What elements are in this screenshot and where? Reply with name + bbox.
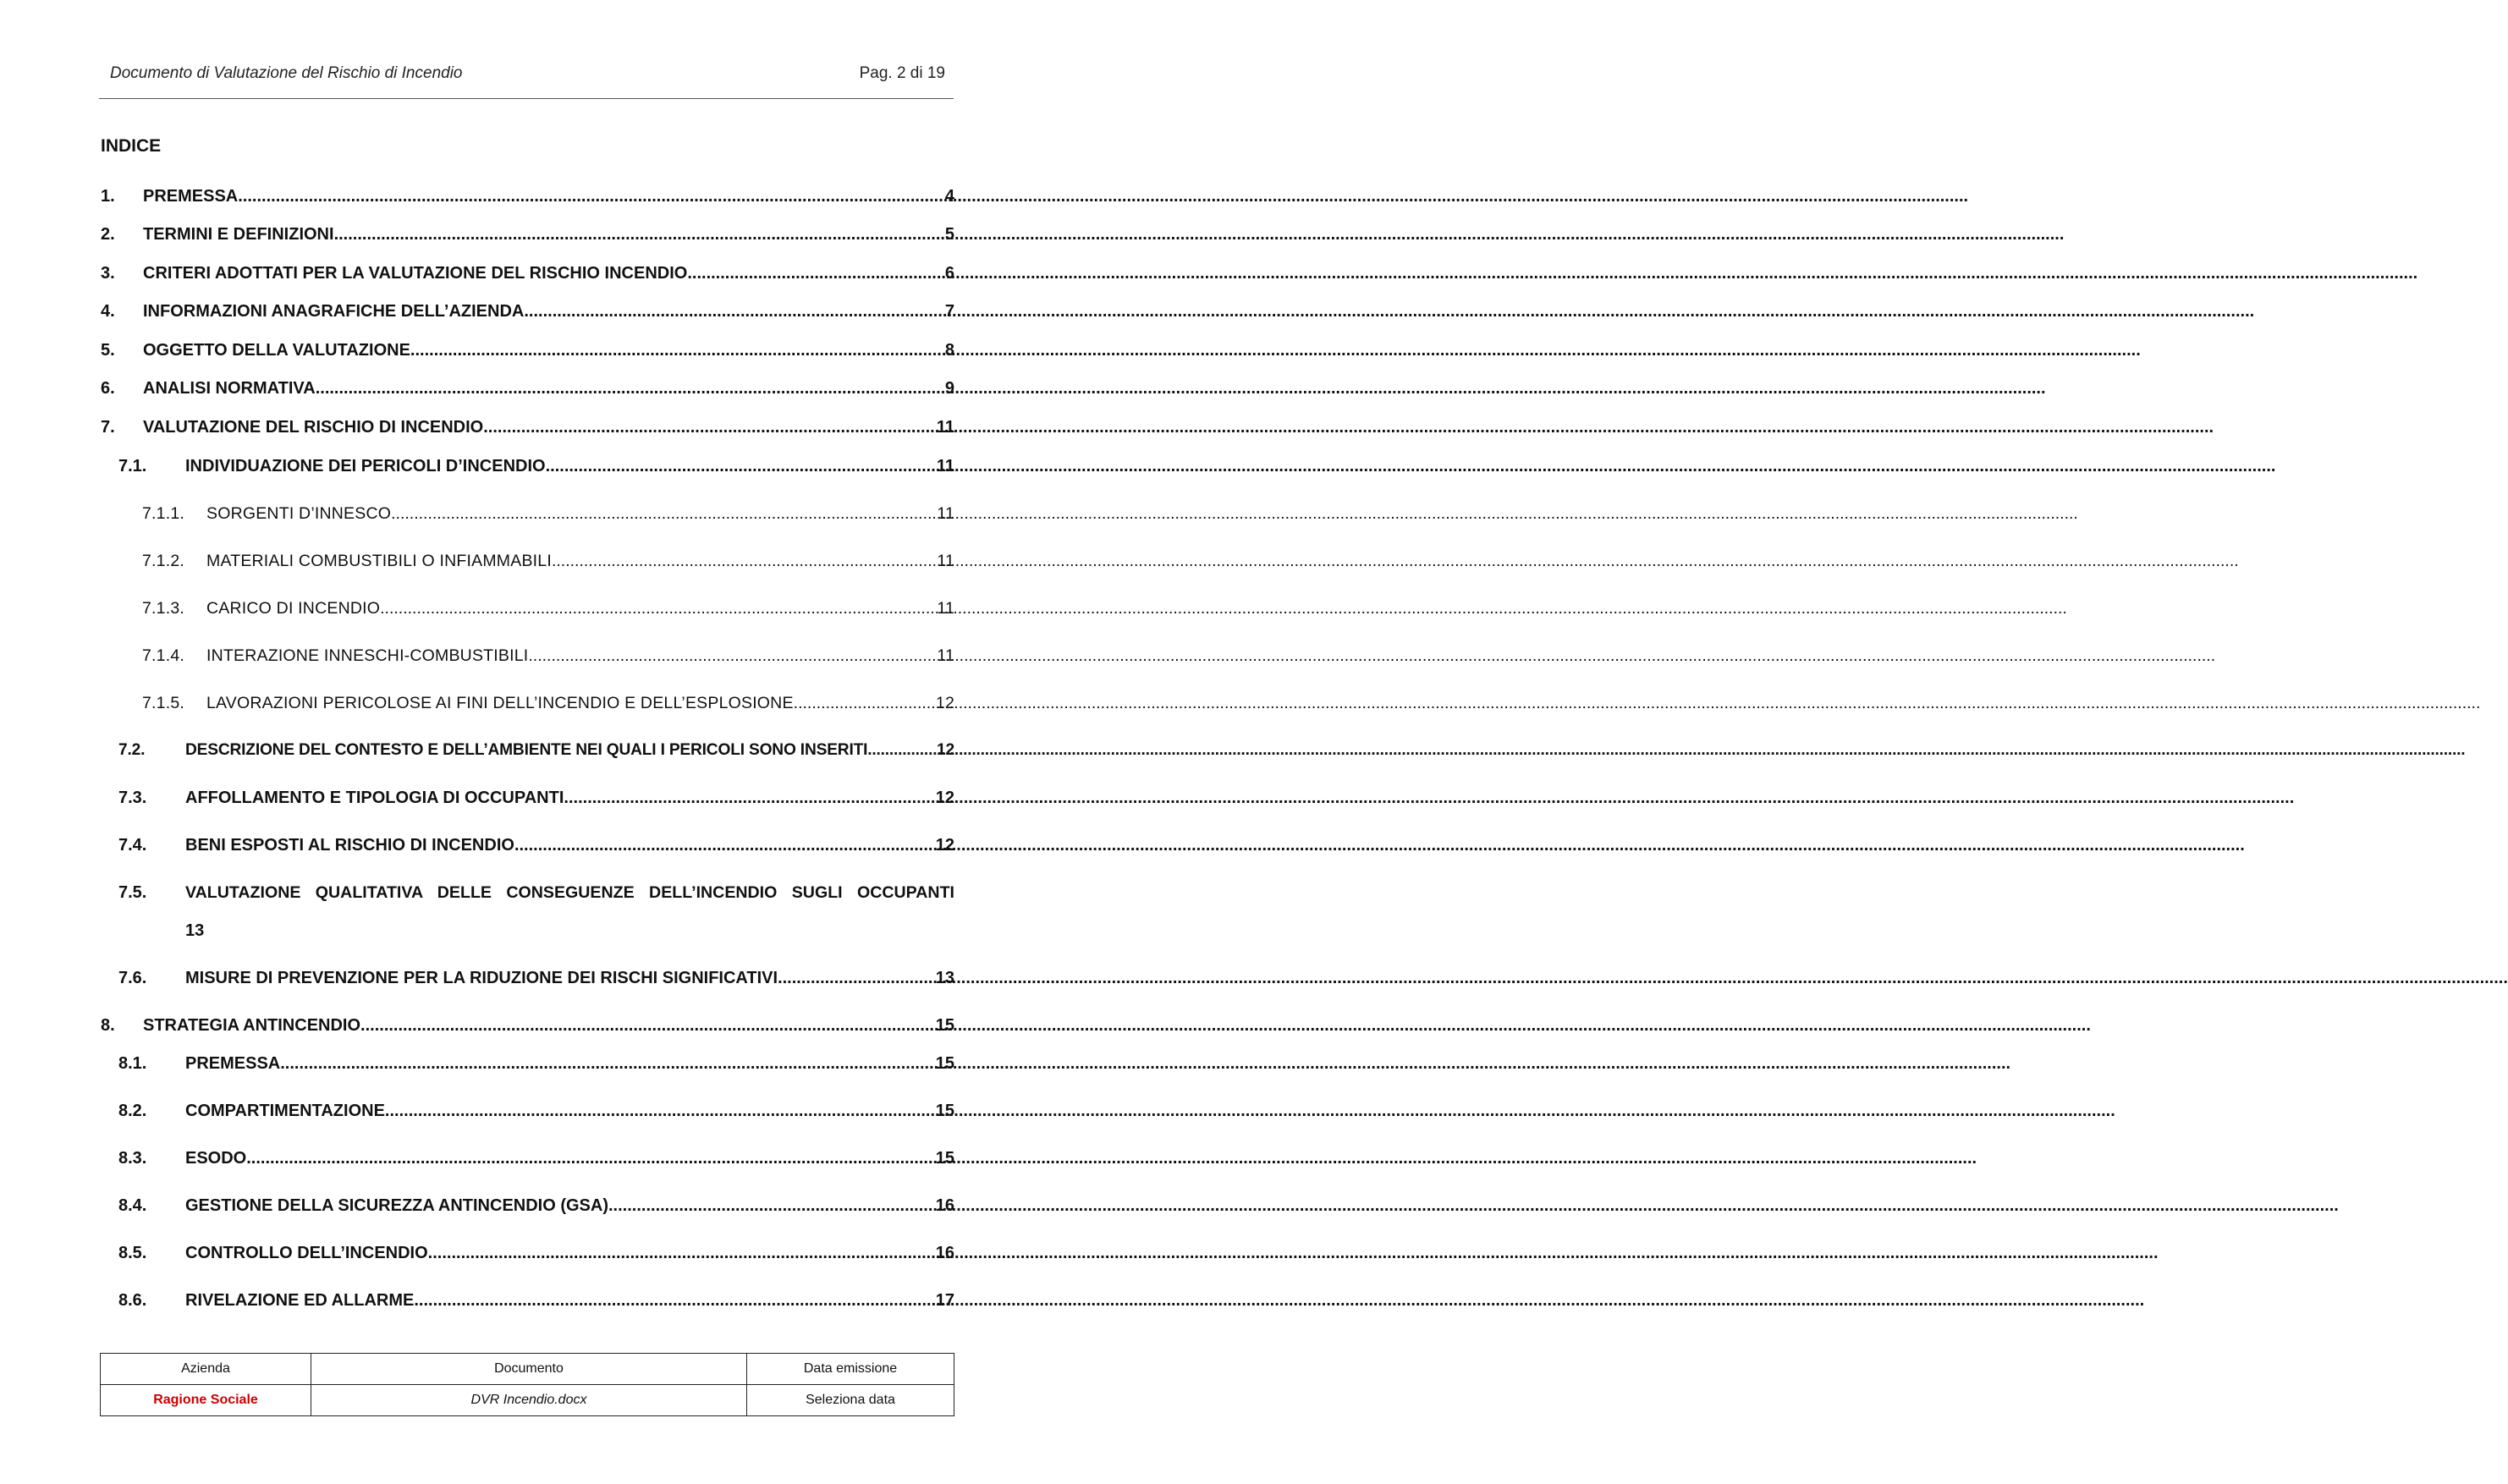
toc-entry[interactable] xyxy=(101,379,954,403)
toc-leader-dots xyxy=(524,302,945,322)
toc-entry-title: DESCRIZIONE DEL CONTESTO E DELL’AMBIENTE NEI QUALI I PERICOLI SONO INSERITI xyxy=(185,741,868,759)
toc-entry-title: INFORMAZIONI ANAGRAFICHE DELL’AZIENDA xyxy=(143,302,525,321)
toc-entry-number: 7.3. xyxy=(118,789,147,807)
toc-heading: INDICE xyxy=(101,136,162,156)
header-page-number: Pag. 2 di 19 xyxy=(859,64,945,82)
toc-entry-number: 3. xyxy=(101,264,115,283)
page-header xyxy=(99,59,954,99)
toc-entry-number: 7. xyxy=(101,418,115,437)
toc-entry-title: OGGETTO DELLA VALUTAZIONE xyxy=(143,341,410,360)
toc-entry-page: 12 xyxy=(935,836,954,855)
toc-entry-page: 16 xyxy=(935,1196,954,1215)
toc-entry[interactable] xyxy=(118,1244,954,1267)
toc-leader-dots xyxy=(385,1102,936,1121)
toc-entry-page: 11 xyxy=(937,599,954,618)
toc-entry-number: 1. xyxy=(101,187,115,206)
toc-entry-page: 15 xyxy=(935,1149,954,1168)
toc-entry-title: TERMINI E DEFINIZIONI xyxy=(143,225,334,244)
toc-entry[interactable] xyxy=(101,225,954,249)
toc-entry[interactable] xyxy=(142,599,954,623)
toc-entry-page: 11 xyxy=(937,504,954,523)
toc-leader-dots xyxy=(280,1054,936,1074)
toc-entry-page: 12 xyxy=(935,694,954,712)
toc-entry-number: 8.3. xyxy=(118,1149,147,1168)
toc-leader-dots xyxy=(410,341,945,360)
toc-entry-number: 5. xyxy=(101,341,115,360)
toc-leader-dots xyxy=(246,1149,936,1168)
toc-entry-page: 17 xyxy=(935,1291,954,1310)
toc-entry[interactable] xyxy=(101,264,954,288)
toc-entry-title: MISURE DI PREVENZIONE PER LA RIDUZIONE DEI RISCHI SIGNIFICATIVI xyxy=(185,969,778,987)
toc-entry-page: 6 xyxy=(944,264,954,283)
toc-entry-page: 7 xyxy=(944,302,954,321)
toc-entry-number: 8.2. xyxy=(118,1102,147,1120)
toc-entry-number: 7.1.1. xyxy=(142,504,184,523)
footer-date-value[interactable]: Seleziona data xyxy=(747,1385,954,1416)
toc-leader-dots xyxy=(414,1291,935,1311)
toc-entry[interactable] xyxy=(101,1016,954,1040)
toc-entry-page: 12 xyxy=(937,741,954,759)
toc-leader-dots xyxy=(867,741,937,760)
footer-document-value: DVR Incendio.docx xyxy=(311,1385,747,1416)
toc-entry-page: 12 xyxy=(935,789,954,807)
toc-entry[interactable] xyxy=(118,1149,954,1173)
toc-entry-title: ANALISI NORMATIVA xyxy=(143,379,316,398)
toc-leader-dots xyxy=(360,1016,936,1036)
toc-entry-title: SORGENTI D’INNESCO xyxy=(206,504,392,523)
toc-entry[interactable] xyxy=(142,694,954,717)
toc-entry-number: 7.6. xyxy=(118,969,147,987)
toc-entry-number: 7.4. xyxy=(118,836,147,855)
toc-leader-dots xyxy=(528,646,937,666)
toc-entry-title: VALUTAZIONE DEL RISCHIO DI INCENDIO xyxy=(143,418,484,437)
toc-entry-title: AFFOLLAMENTO E TIPOLOGIA DI OCCUPANTI xyxy=(185,789,564,807)
toc-entry[interactable] xyxy=(118,741,954,765)
toc-entry-number: 7.1. xyxy=(118,457,147,475)
toc-entry-title: INDIVIDUAZIONE DEI PERICOLI D’INCENDIO xyxy=(185,457,546,475)
toc-entry[interactable] xyxy=(118,1102,954,1125)
toc-leader-dots xyxy=(428,1244,936,1263)
toc-leader-dots xyxy=(391,504,937,524)
toc-leader-dots xyxy=(778,969,936,988)
toc-entry-number: 7.1.4. xyxy=(142,646,184,665)
toc-entry-title: GESTIONE DELLA SICUREZZA ANTINCENDIO (GSA) xyxy=(185,1196,608,1215)
toc-entry-title: CONTROLLO DELL’INCENDIO xyxy=(185,1244,428,1262)
toc-entry[interactable] xyxy=(118,457,954,481)
toc-entry[interactable] xyxy=(142,504,954,528)
toc-entry-page: 15 xyxy=(935,1016,954,1035)
toc-leader-dots xyxy=(316,379,945,398)
toc-entry[interactable] xyxy=(118,789,954,812)
toc-entry-page: 8 xyxy=(944,341,954,360)
toc-leader-dots xyxy=(483,418,937,437)
toc-leader-dots xyxy=(546,457,937,476)
toc-entry-number: 7.1.3. xyxy=(142,599,184,618)
toc-entry-title: CRITERI ADOTTATI PER LA VALUTAZIONE DEL RISCHIO INCENDIO xyxy=(143,264,688,283)
toc-entry-number: 4. xyxy=(101,302,115,321)
toc-entry[interactable] xyxy=(118,836,954,860)
toc-entry-page: 13 xyxy=(185,921,205,940)
toc-entry-page: 11 xyxy=(937,552,954,570)
toc-entry-page: 16 xyxy=(935,1244,954,1262)
footer-date-label: Data emissione xyxy=(747,1354,954,1385)
toc-leader-dots xyxy=(608,1196,936,1216)
toc-entry[interactable] xyxy=(118,1054,954,1078)
toc-entry-title: STRATEGIA ANTINCENDIO xyxy=(143,1016,361,1035)
toc-entry-page: 4 xyxy=(944,187,954,206)
toc-entry-number: 7.1.2. xyxy=(142,552,184,570)
toc-entry[interactable] xyxy=(101,418,954,442)
toc-entry-title: ESODO xyxy=(185,1149,247,1168)
toc-entry[interactable] xyxy=(101,302,954,326)
footer-table xyxy=(100,1353,954,1416)
toc-entry-title: RIVELAZIONE ED ALLARME xyxy=(185,1291,415,1310)
toc-entry-number: 8.6. xyxy=(118,1291,147,1310)
header-title: Documento di Valutazione del Rischio di Incendio xyxy=(110,64,463,82)
toc-entry-number: 8.1. xyxy=(118,1054,147,1073)
toc-entry-page: 15 xyxy=(935,1054,954,1073)
toc-entry-page: 11 xyxy=(937,646,954,665)
footer-document-label: Documento xyxy=(311,1354,747,1385)
toc-entry[interactable] xyxy=(118,1196,954,1220)
toc-leader-dots xyxy=(238,187,945,206)
toc-entry-page: 11 xyxy=(936,457,954,475)
toc-leader-dots xyxy=(794,694,936,713)
toc-entry-page: 13 xyxy=(935,969,954,987)
toc-entry-number: 7.1.5. xyxy=(142,694,184,712)
toc-leader-dots xyxy=(334,225,945,245)
toc-entry-title: VALUTAZIONE QUALITATIVA DELLE CONSEGUENZE DELL’INCENDIO SUGLI OCCUPANTI xyxy=(185,883,954,902)
toc-entry-title: COMPARTIMENTAZIONE xyxy=(185,1102,385,1120)
toc-entry[interactable] xyxy=(118,969,954,992)
toc-entry-page: 9 xyxy=(944,379,954,398)
toc-entry-number: 8. xyxy=(101,1016,115,1035)
toc-entry[interactable] xyxy=(142,646,954,670)
toc-entry[interactable] xyxy=(118,883,954,951)
toc-entry-number: 7.2. xyxy=(118,741,146,759)
toc-leader-dots xyxy=(564,789,935,808)
toc-leader-dots xyxy=(687,264,945,283)
toc-entry-number: 7.5. xyxy=(118,883,147,902)
toc-entry-page: 15 xyxy=(935,1102,954,1120)
toc-leader-dots xyxy=(552,552,937,571)
footer-company-value[interactable]: Ragione Sociale xyxy=(101,1385,311,1416)
toc-entry-title: BENI ESPOSTI AL RISCHIO DI INCENDIO xyxy=(185,836,514,855)
toc-entry-number: 2. xyxy=(101,225,115,244)
toc-entry-title: PREMESSA xyxy=(185,1054,281,1073)
toc-leader-dots xyxy=(514,836,936,855)
toc-entry[interactable] xyxy=(118,1291,954,1315)
toc-entry-number: 8.4. xyxy=(118,1196,147,1215)
toc-entry[interactable] xyxy=(101,187,954,211)
toc-entry-title: INTERAZIONE INNESCHI-COMBUSTIBILI xyxy=(206,646,529,665)
toc-leader-dots xyxy=(380,599,937,618)
toc-entry[interactable] xyxy=(101,341,954,365)
footer-company-label: Azienda xyxy=(101,1354,311,1385)
toc-entry-title: CARICO DI INCENDIO xyxy=(206,599,381,618)
toc-entry[interactable] xyxy=(142,552,954,575)
toc-entry-number: 8.5. xyxy=(118,1244,147,1262)
toc-entry-page: 11 xyxy=(936,418,954,437)
toc-entry-number: 6. xyxy=(101,379,115,398)
toc-entry-page: 5 xyxy=(944,225,954,244)
toc-entry-title: MATERIALI COMBUSTIBILI O INFIAMMABILI xyxy=(206,552,552,570)
toc-entry-title: LAVORAZIONI PERICOLOSE AI FINI DELL’INCENDIO E DELL’ESPLOSIONE xyxy=(206,694,794,712)
toc-entry-title: PREMESSA xyxy=(143,187,239,206)
